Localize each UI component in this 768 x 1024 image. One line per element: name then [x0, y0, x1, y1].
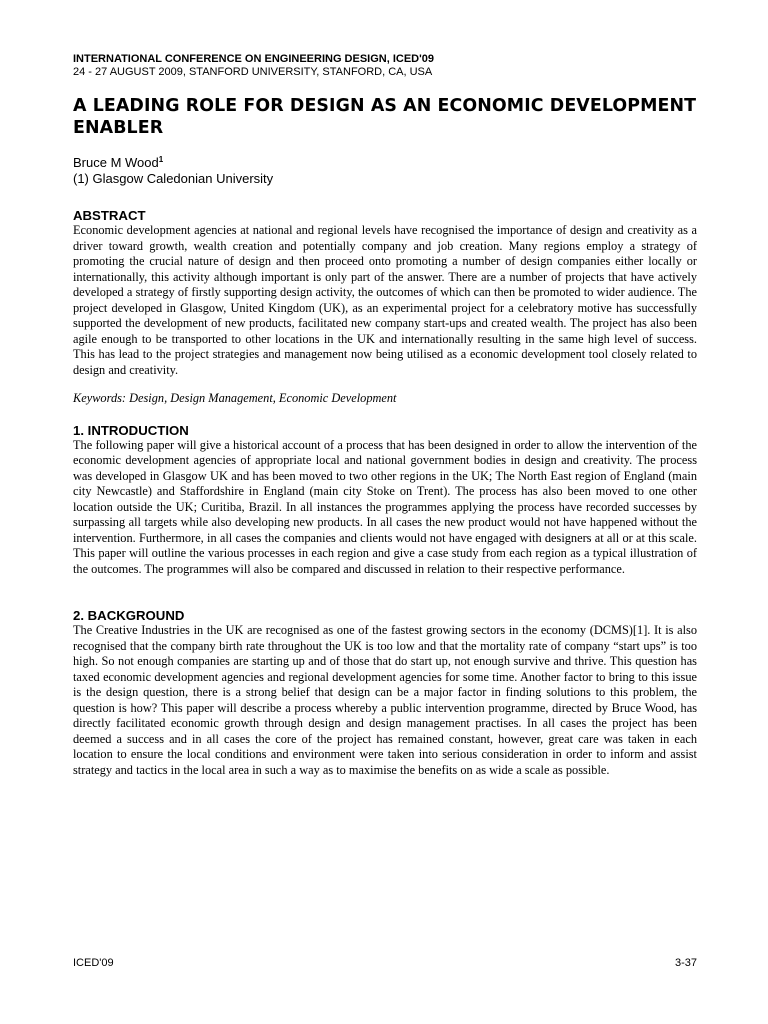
introduction-heading: 1. INTRODUCTION: [73, 422, 189, 438]
page-number: 3-37: [674, 957, 697, 969]
page-content: [73, 53, 697, 778]
introduction-text: The following paper will give a historical account of a process that has been designed in order to allow the intervention of the economic development agencies of appropriate local and national government bodies in design and creativity. The process was developed in Glasgow UK and has been moved to two other regions in the UK; The North East region of England (main city Newcastle) and Staffordshire in England (main city Stoke on Trent). The process has also been moved to one other location outside the UK; Curitiba, Brazil. In all instances the programmes applying the process have recorded successes by surpassing all targets while also developing new products. In all cases the new product would not have happened without the intervention. Furthermore, in all cases the companies and clients would not have engaged with designers at all or at this scale. This paper will outline the various processes in each region and give a case study from each region as a typical illustration of the outcomes. The programmes will also be compared and discussed in relation to their respective performance.: [73, 437, 697, 576]
author-name: Bruce M Wood: [73, 155, 159, 170]
abstract-text: Economic development agencies at national and regional levels have recognised the importance of design and creativity as a driver toward growth, wealth creation and potentially company and job creation. Many regions employ a strategy of promoting the crucial nature of design and then proceed onto promoting a number of design companies either locally or internationally, this activity although important is only part of the answer. There are a number of projects that have actively developed a strategy of firstly supporting design activity, the outcomes of which can then be promoted to wider audience. The project developed in Glasgow, United Kingdom (UK), as an experimental project for a celebratory motive has successfully supported the development of new products, facilitated new company start-ups and created wealth. The project has also been agile enough to be transported to other locations in the UK and internationally resulting in the same high level of success. This has lead to the project strategies and management now being utilised as a economic development tool closely related to design and creativity.: [73, 223, 697, 377]
abstract-heading: ABSTRACT: [73, 208, 146, 223]
footer-conference: ICED'09: [73, 957, 114, 969]
author-affiliation: (1) Glasgow Caledonian University: [73, 171, 274, 186]
conference-dates-location: 24 - 27 AUGUST 2009, STANFORD UNIVERSITY, STANFORD, CA, USA: [73, 66, 433, 78]
background-text: The Creative Industries in the UK are recognised as one of the fastest growing sectors in the economy (DCMS)[1]. It is also recognised that the company birth rate throughout the UK is too low and that the mortality rate of company “start ups” is too high. So not enough companies are starting up and of those that do start up, not enough survive and thrive. This question has taxed economic development agencies and regional development agencies for some time. Another factor to bring to this issue is the design question, there is a strong belief that design can be a major factor in finding solutions to this problem, the question is how? This paper will describe a process whereby a public intervention programme, directed by Bruce Wood, has directly facilitated economic growth through design and design management practises. In all cases the project has been deemed a success and in all cases the core of the project has remained constant, however, great care was taken in each location to ensure the local conditions and environment were taken into serious consideration in order to inform and assist strategy and tactics in the local area in such a way as to maximise the benefits on as wide a scale as possible.: [73, 623, 697, 777]
conference-name: INTERNATIONAL CONFERENCE ON ENGINEERING DESIGN, ICED'09: [73, 53, 434, 65]
paper-title: A LEADING ROLE FOR DESIGN AS AN ECONOMIC DEVELOPMENT ENABLER: [73, 96, 697, 138]
author-line: [73, 155, 697, 171]
background-heading: 2. BACKGROUND: [73, 608, 185, 623]
keywords: Keywords: Design, Design Management, Economic Development: [73, 391, 397, 405]
author-superscript: 1: [158, 155, 164, 164]
